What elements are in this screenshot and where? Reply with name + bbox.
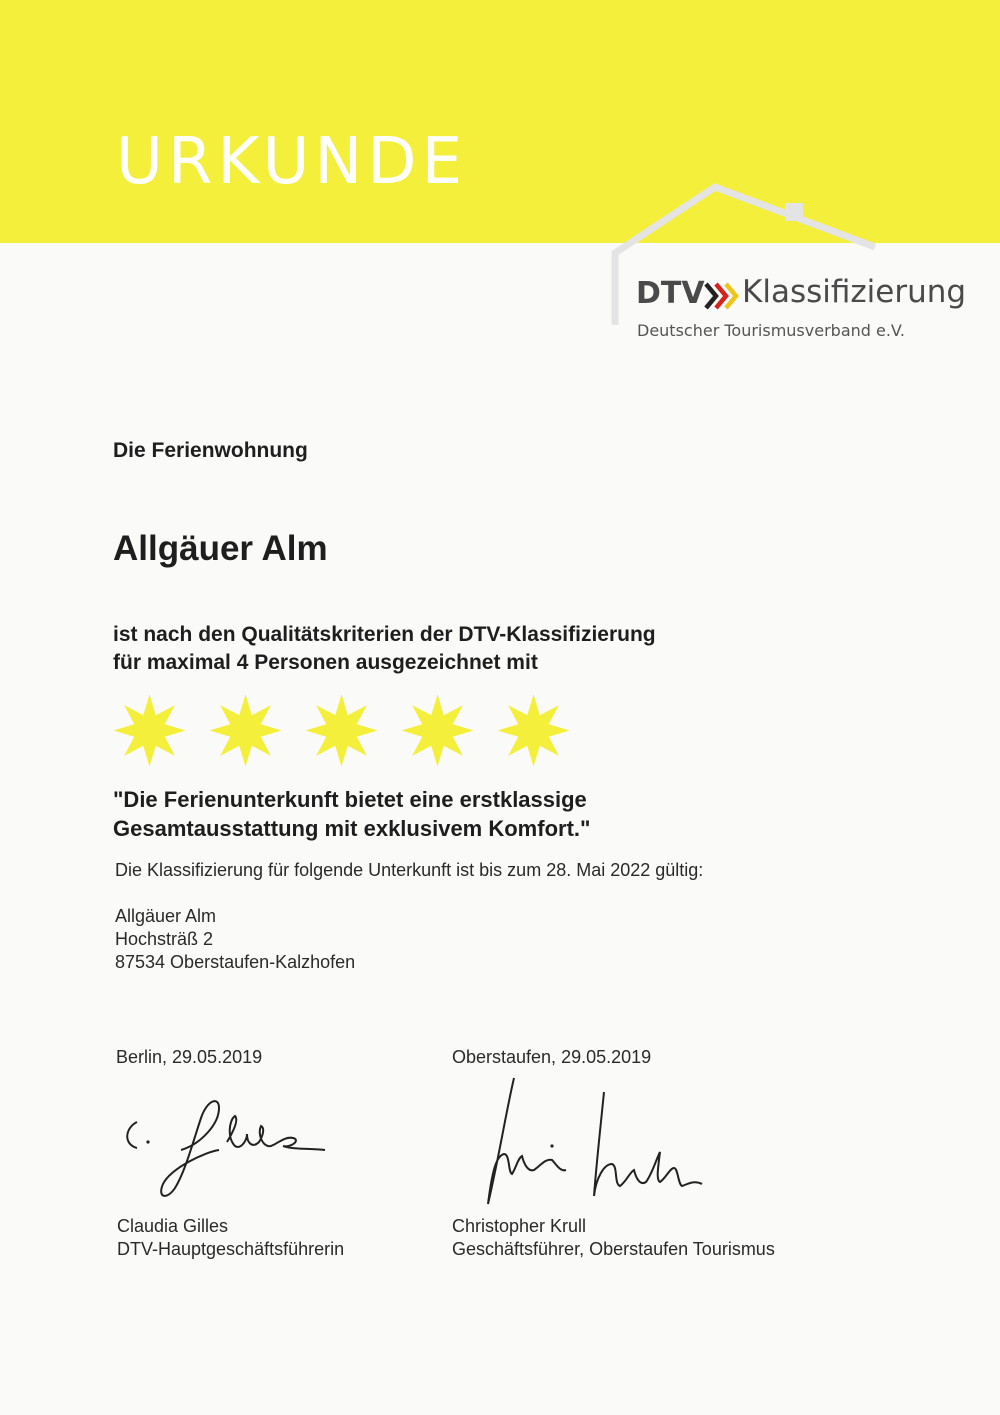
criteria-line-1: ist nach den Qualitätskriterien der DTV-Klassifizierung — [113, 623, 656, 646]
star-icon — [400, 693, 475, 768]
star-rating — [112, 693, 571, 768]
certificate-title: URKUNDE — [116, 125, 467, 199]
left-signer-title: DTV-Hauptgeschäftsführerin — [117, 1239, 345, 1259]
logo-brand: DTV — [636, 276, 705, 311]
criteria-text — [113, 621, 656, 677]
signature-right — [480, 1072, 720, 1212]
quote-line-2: Gesamtausstattung mit exklusivem Komfort." — [113, 816, 591, 841]
address-block — [115, 905, 355, 974]
logo-product: Klassifizierung — [742, 274, 967, 310]
address-city: 87534 Oberstaufen-Kalzhofen — [115, 952, 356, 972]
star-icon — [304, 693, 379, 768]
chevron-icon — [703, 281, 739, 311]
star-icon — [112, 693, 187, 768]
quote-text — [113, 785, 590, 843]
left-place-date: Berlin, 29.05.2019 — [116, 1047, 263, 1067]
logo-organization: Deutscher Tourismusverband e.V. — [637, 321, 905, 340]
left-signer-name: Claudia Gilles — [117, 1216, 229, 1236]
address-name: Allgäuer Alm — [115, 906, 217, 926]
property-name: Allgäuer Alm — [113, 529, 328, 568]
address-street: Hochsträß 2 — [115, 929, 214, 949]
left-signer — [117, 1215, 344, 1261]
right-signer — [452, 1215, 775, 1261]
star-icon — [496, 693, 571, 768]
right-signer-name: Christopher Krull — [452, 1216, 587, 1236]
star-icon — [208, 693, 283, 768]
right-place-date: Oberstaufen, 29.05.2019 — [452, 1047, 652, 1067]
right-signer-title: Geschäftsführer, Oberstaufen Tourismus — [452, 1239, 775, 1259]
quote-line-1: "Die Ferienunterkunft bietet eine erstklassige — [113, 787, 587, 812]
criteria-line-2: für maximal 4 Personen ausgezeichnet mit — [113, 651, 538, 674]
property-type: Die Ferienwohnung — [113, 439, 308, 462]
signature-left — [115, 1092, 345, 1202]
validity-text: Die Klassifizierung für folgende Unterkunft ist bis zum 28. Mai 2022 gültig: — [115, 860, 704, 880]
